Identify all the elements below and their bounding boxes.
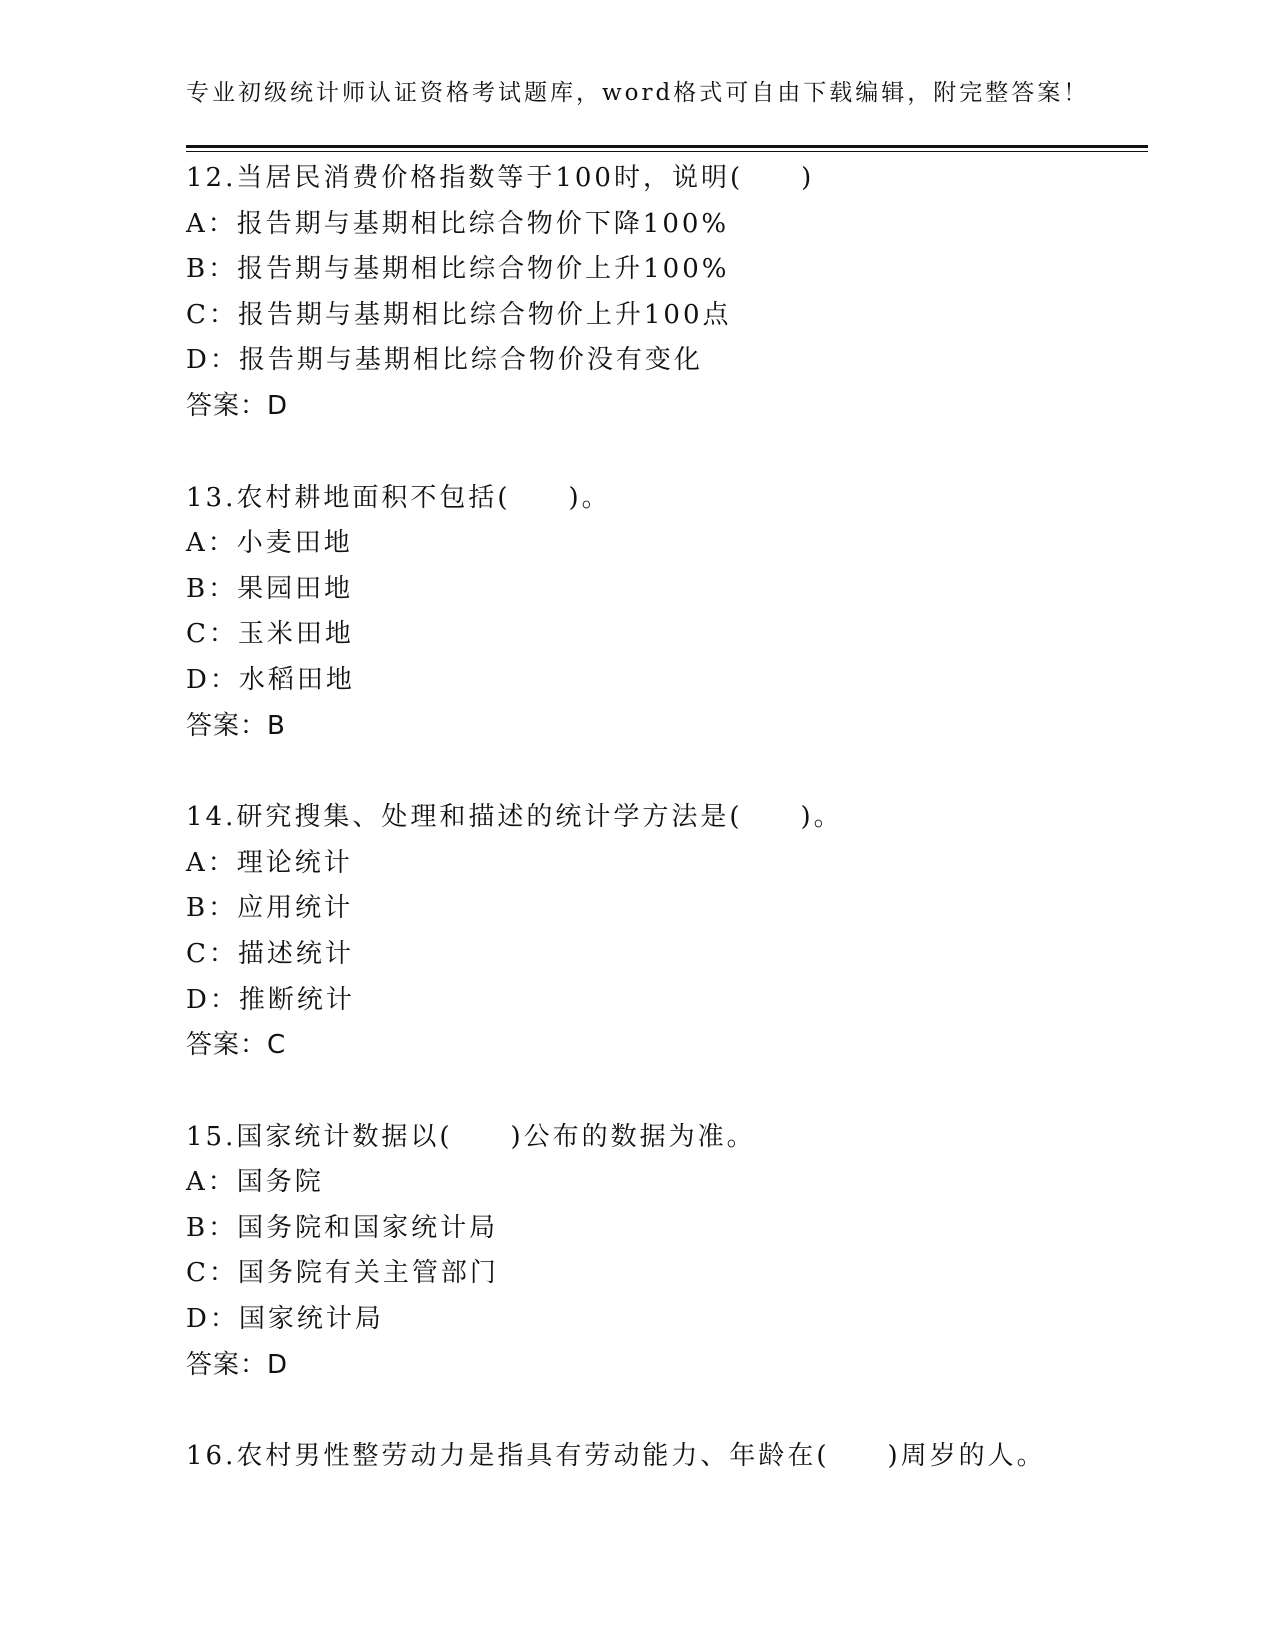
- option-d: D：推断统计: [186, 984, 355, 1015]
- option-d: D：水稻田地: [186, 664, 355, 695]
- question-stem: 15.国家统计数据以( )公布的数据为准。: [186, 1121, 756, 1152]
- option-b: B：报告期与基期相比综合物价上升100%: [186, 254, 730, 285]
- option-a: A：报告期与基期相比综合物价下降100%: [186, 208, 730, 239]
- question-list: [186, 156, 1146, 1526]
- option-b: B：国务院和国家统计局: [186, 1212, 499, 1243]
- answer: 答案：D: [186, 1349, 289, 1380]
- question-15: [186, 1115, 1146, 1389]
- question-stem: 12.当居民消费价格指数等于100时，说明( ): [186, 163, 815, 193]
- option-a: A：小麦田地: [186, 528, 353, 559]
- question-13: [186, 476, 1146, 750]
- question-12: [186, 156, 1146, 430]
- question-14: [186, 795, 1146, 1069]
- question-stem: 14.研究搜集、处理和描述的统计学方法是( )。: [186, 802, 843, 833]
- header-rule-thick: [186, 145, 1148, 148]
- option-c: C：玉米田地: [186, 619, 354, 650]
- question-stem: 13.农村耕地面积不包括( )。: [186, 482, 611, 513]
- option-c: C：国务院有关主管部门: [186, 1258, 499, 1289]
- option-d: D：报告期与基期相比综合物价没有变化: [186, 345, 703, 376]
- question-stem: 16.农村男性整劳动力是指具有劳动能力、年龄在( )周岁的人。: [186, 1441, 1046, 1472]
- option-b: B：应用统计: [186, 893, 354, 924]
- option-a: A：国务院: [186, 1167, 324, 1198]
- header-rule-thin: [186, 151, 1148, 152]
- answer: 答案：D: [186, 390, 289, 421]
- answer: 答案：B: [186, 710, 286, 741]
- page-header: 专业初级统计师认证资格考试题库，word格式可自由下载编辑，附完整答案！: [186, 80, 1090, 106]
- answer: 答案：C: [186, 1030, 287, 1061]
- option-d: D：国家统计局: [186, 1304, 384, 1335]
- option-c: C：描述统计: [186, 938, 354, 969]
- question-16: [186, 1434, 1146, 1480]
- option-b: B：果园田地: [186, 573, 354, 604]
- option-a: A：理论统计: [186, 847, 353, 878]
- option-c: C：报告期与基期相比综合物价上升100点: [186, 299, 732, 330]
